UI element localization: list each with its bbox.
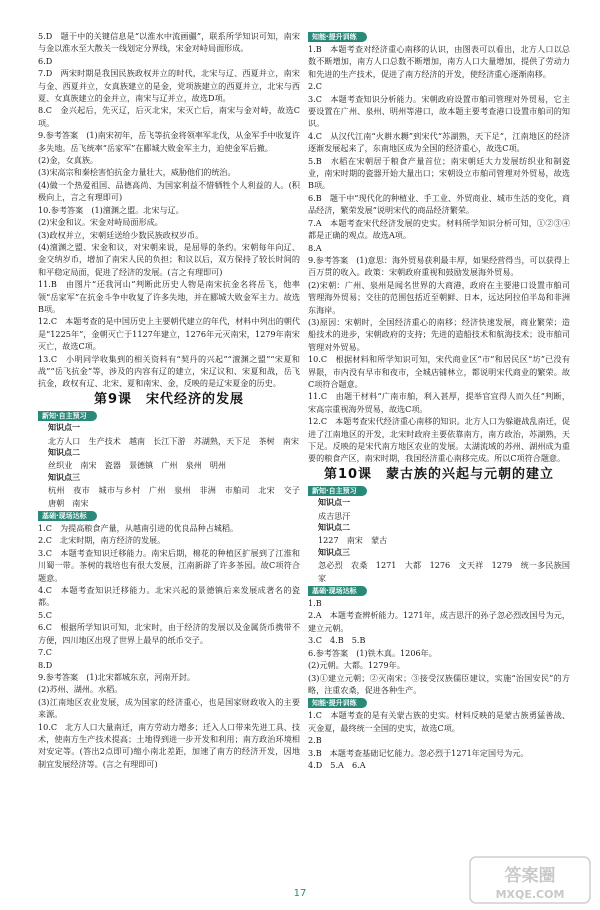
- knowledge-point-2-answers: 丝织业 南宋 瓷器 景德镇 广州 泉州 明州: [48, 460, 227, 471]
- answer-line-5: 5.C: [38, 609, 52, 620]
- section-band-preview: 新知·自主预习: [38, 411, 97, 421]
- answer-line-2: 2.A 本题考查辨析能力。1271年，成吉思汗的孙子忽必烈改国号为元，建立元朝。: [308, 610, 570, 633]
- r-knowledge-point-3-title: 知识点三: [318, 547, 350, 557]
- knowledge-point-1-title: 知识点一: [48, 423, 80, 433]
- answer-line-5: (2)元朝。大都。1279年。: [308, 660, 405, 671]
- answer-line-7: 7.A 本题考查宋代经济发展的史实。材料所学知识分析可知，①②③④都是正确的观点。故选A项。: [308, 217, 570, 241]
- answer-line-11: (3)江南地区农业发展，成为国家的经济重心，也是国家财政收入的主要来源。: [38, 696, 300, 720]
- r-knowledge-point-2-title: 知识点二: [318, 523, 350, 533]
- watermark-text: 答案圈: [504, 866, 556, 886]
- answer-line-15: 13.C 小明同学收集到的相关资料有“契丹的兴起”“澶渊之盟”“宋夏和战”“岳飞抗金”等，涉及的内容有辽的建立，宋辽议和、宋夏和战，岳飞抗金，政权有辽、北宋、夏和南宋、金，反映的是辽宋夏金的历史。: [38, 353, 300, 389]
- answer-line-9: 9.参考答案 (1)意思：海外贸易获利最丰厚，如果经营得当，可以获得上百万贯的收入。政策：宋朝政府重视和鼓励发展海外贸易。: [308, 254, 571, 278]
- answer-line-7: (3)宋高宗和秦桧害怕抗金力量壮大，威胁他们的统治。: [38, 167, 236, 178]
- answer-line-13: 11.C 由题干材料“广南市舶，利入甚厚，提举官宜得人而久任”判断，宋高宗重视海外贸易，故选C项。: [308, 391, 570, 414]
- answer-line-11: (3)原因：宋朝时，全国经济重心的南移；经济快速发展，商业繁荣；造船技术的进步，宋朝政府的支持；先进的造船技术和航海技术；设市舶司管理对外贸易。: [308, 316, 570, 352]
- answer-list-lesson8: [38, 30, 300, 390]
- answer-line-14: 12.C 本题考查宋代经济重心南移的知识。北方人口为躲避战乱南迁，促进了江南地区的开发，北宋时政府主要依靠南方，南方政治，苏湖熟，天下足。反映的是宋代南方地区农业的发展。太湖流域的苏州、湖州成为重要的粮食产区，南宋时期，我国经济重心南移完成。所以C项符合题意。: [308, 416, 570, 464]
- section-band-preview-2: 新知·自主预习: [308, 486, 367, 496]
- r-knowledge-point-3-answers: 忽必烈 农桑 1271 大都 1276 文天祥 1279 统一多民族国家: [318, 560, 570, 583]
- answer-list-lesson9-basic: [38, 522, 300, 770]
- answer-list-lesson9-improve: [308, 43, 570, 465]
- answer-line-14: 12.C 本题考查的是中国历史上主要朝代建立的年代，材料中列出的朝代是“1225年”，金朝灭亡于1127年建立，1276年元灭南宋，1279年南宋灭亡，故选C项。: [38, 316, 300, 352]
- answer-line-7: 7.C: [38, 647, 52, 658]
- watermark-logo: [468, 855, 592, 905]
- lesson-9-title: 第9课 宋代经济的发展: [93, 391, 245, 407]
- section-band-improve: 知能·提升训练: [308, 32, 367, 42]
- answer-line-8: 8.D: [38, 659, 53, 670]
- answer-line-12: (4)澶渊之盟、宋金和议，对宋朝来说，是屈辱的条约。宋朝每年向辽、金交纳岁币，增加了南宋人民的负担；和议以后，双方保持了较长时间的和平稳定局面，促进了经济的发展。(言之有理即可): [38, 241, 300, 277]
- answer-line-2: 6.D: [38, 55, 53, 66]
- answer-line-3: 3.C 本题考查知识迁移能力。南宋后期，棉花的种植区扩展到了江淮和川蜀一带。茶树的栽培也有很大发展，江南新辟了许多茶园。故C项符合题意。: [38, 547, 300, 583]
- answer-line-5: 9.参考答案 (1)南宋初年，岳飞等抗金将领率军北伐，从金军手中收复许多失地。岳飞统率“岳家军”在郾城大败金军主力，迫使金军后撤。: [38, 130, 301, 153]
- answer-line-3: 3.C 本题考查知识分析能力。宋朝政府设置市舶司管理对外贸易，它主要设置在广州、泉州、明州等港口，故本题主要考查港口设置市舶司的知识。: [308, 93, 570, 129]
- answer-line-3: 3.C 4.B 5.B: [308, 635, 366, 646]
- knowledge-point-2-title: 知识点二: [48, 448, 80, 457]
- answer-line-6: 6.B 题干中“现代化的种植业、手工业、外贸商业、城市生活的变化，商品经济，繁荣发展”说明宋代的商品经济繁荣。: [308, 192, 570, 216]
- answer-line-1: 1.C 本题考查的是有关蒙古族的史实。材料反映的是蒙古族勇猛善战、灭金夏，最终统一全国的史实，故选C项。: [308, 710, 570, 733]
- answer-line-4: 6.参考答案 (1)铁木真。1206年。: [308, 647, 437, 658]
- answer-line-3: 3.B 本题考查基础记忆能力。忽必烈于1271年定国号为元。: [308, 747, 529, 758]
- answer-line-8: (4)做一个热爱祖国、品德高尚、为国家利益不惜牺牲个人利益的人。(积极向上，言之有理即可): [38, 179, 300, 203]
- answer-line-1: 1.C 为提高粮食产量，从越南引进的优良品种占城稻。: [38, 523, 239, 534]
- section-band-improve-2: 知能·提升训练: [308, 698, 367, 708]
- answer-list-lesson10-improve: [308, 709, 570, 771]
- watermark-url: MXQE.COM: [495, 888, 565, 901]
- section-band-basic: 基础·现场达标: [38, 511, 97, 521]
- r-knowledge-point-1-title: 知识点一: [318, 498, 350, 508]
- answer-line-12: 10.C 北方人口大量南迁，南方劳动力增多；迁入人口带来先进工具、技术，使南方生产技术提高；土地得到进一步开发和利用；南方政治环境相对安定等。(答出2点即可)缩小南北差距，加速了南方的经济开发，因地制宜发展经济等。(言之有理即可): [38, 721, 300, 769]
- answer-line-10: (2)宋朝：广州、泉州是闻名世界的大商港，政府在主要港口设置市舶司管理海外贸易；交往的范围包括近至朝鲜、日本，远达阿拉伯半岛和非洲东海岸。: [308, 279, 570, 315]
- answer-line-4: 4.D 5.A 6.A: [308, 759, 366, 770]
- answer-line-2: 2.B: [308, 735, 322, 746]
- left-column: [38, 30, 309, 770]
- answer-line-13: 11.B 由图片“还我河山”判断此历史人物是南宋抗金名将岳飞，他率领“岳家军”在抗金斗争中收复了许多失地，并在郾城大败金军主力。故选B项。: [38, 279, 300, 314]
- answer-line-6: (2)金，女真族。: [38, 155, 99, 166]
- answer-line-11: (3)政权并立，宋朝廷送给少数民族政权岁币。: [38, 229, 204, 240]
- answer-line-3: 7.D 两宋时期是我国民族政权并立的时代，北宋与辽、西夏并立，南宋与金、西夏并立，女真族建立的是金，党项族建立的西夏并立，北宋与西夏、女真族建立的金并立，南宋与辽并立，故选D项。: [38, 68, 300, 104]
- answer-line-9: 9.参考答案 (1)北宋都城东京，河南开封。: [38, 671, 195, 682]
- knowledge-point-1-answers: 北方人口 生产技术 越南 长江下游 苏湖熟，天下足 茶树 南宋: [48, 435, 299, 446]
- answer-line-4: 4.C 从汉代江南“火耕水耨”到宋代“苏湖熟，天下足”，江南地区的经济逐渐发展起来了，东南地区成为全国的经济重心，故选C项。: [308, 130, 570, 154]
- answer-line-6: (3)①建立元朝；②灭南宋；③接受汉族儒臣建议，实施“治国安民”的方略，注重农桑，促进各种生产。: [308, 672, 570, 695]
- answer-line-1: 1.B 本题考查对经济重心南移的认识，由图表可以看出，北方人口以总数不断增加，南方人口总数不断增加，南方人口大量增加，提供了劳动力和先进的生产技术，促进了南方经济的开发，使经济重心逐渐南移。: [308, 44, 570, 79]
- answer-line-2: 2.C: [308, 81, 322, 92]
- answer-line-1: 1.B: [308, 598, 322, 609]
- answer-line-8: 8.A: [308, 242, 322, 253]
- answer-line-4: 8.C 金兴起后，先灭辽，后灭北宋，宋灭亡后，南宋与金对峙，故选C项。: [38, 105, 300, 128]
- right-column: [308, 30, 570, 771]
- answer-line-10: (2)宋金和议。宋金对峙局面形成。: [38, 217, 163, 228]
- answer-list-lesson10-basic: [308, 597, 570, 696]
- r-knowledge-point-2-answers: 1227 南宋 蒙古: [318, 535, 388, 546]
- r-knowledge-point-1-answers: 成吉思汗: [318, 510, 351, 521]
- knowledge-point-3-title: 知识点三: [48, 472, 80, 482]
- answer-line-6: 6.C 根据所学知识可知，北宋时，由于经济的发展以及金属货币携带不方便，四川地区出现了世界上最早的纸币交子。: [38, 622, 300, 645]
- answer-line-1: 5.D 题干中的关键信息是“以淮水中流画疆”，联系所学知识可知，南宋与金以淮水至大散关一线划定分界线，宋金对峙局面形成。: [38, 31, 300, 54]
- answer-line-2: 2.C 北宋时期，南方经济的发展。: [38, 535, 166, 546]
- knowledge-point-3-answers: 杭州 夜市 城市与乡村 广州 泉州 非洲 市舶司 北宋 交子 唐朝 南宋: [48, 485, 309, 508]
- answer-line-4: 4.C 本题考查知识迁移能力。北宋兴起的景德镇后来发展成著名的瓷都。: [38, 585, 300, 608]
- section-band-basic-2: 基础·现场达标: [308, 586, 367, 596]
- page-number: 17: [293, 888, 307, 899]
- answer-line-10: (2)苏州、湖州。水稻。: [38, 684, 123, 695]
- answer-line-12: 10.C 根据材料和所学知识可知，宋代商业区“市”和居民区“坊”已没有界限，市内没有早市和夜市，全城店铺林立，都说明宋代商业的繁荣。故C项符合题意。: [308, 354, 570, 389]
- answer-line-9: 10.参考答案 (1)澶渊之盟。北宋与辽。: [38, 204, 184, 215]
- lesson-10-title: 第10课 蒙古族的兴起与元朝的建立: [323, 466, 555, 482]
- answer-line-5: 5.B 水稻在宋朝居于粮食产量首位；南宋朝廷大力发展纺织业和制瓷业，南宋时期的瓷器开始大量出口；宋朝设立市舶司管理对外贸易，故选B项。: [308, 155, 570, 191]
